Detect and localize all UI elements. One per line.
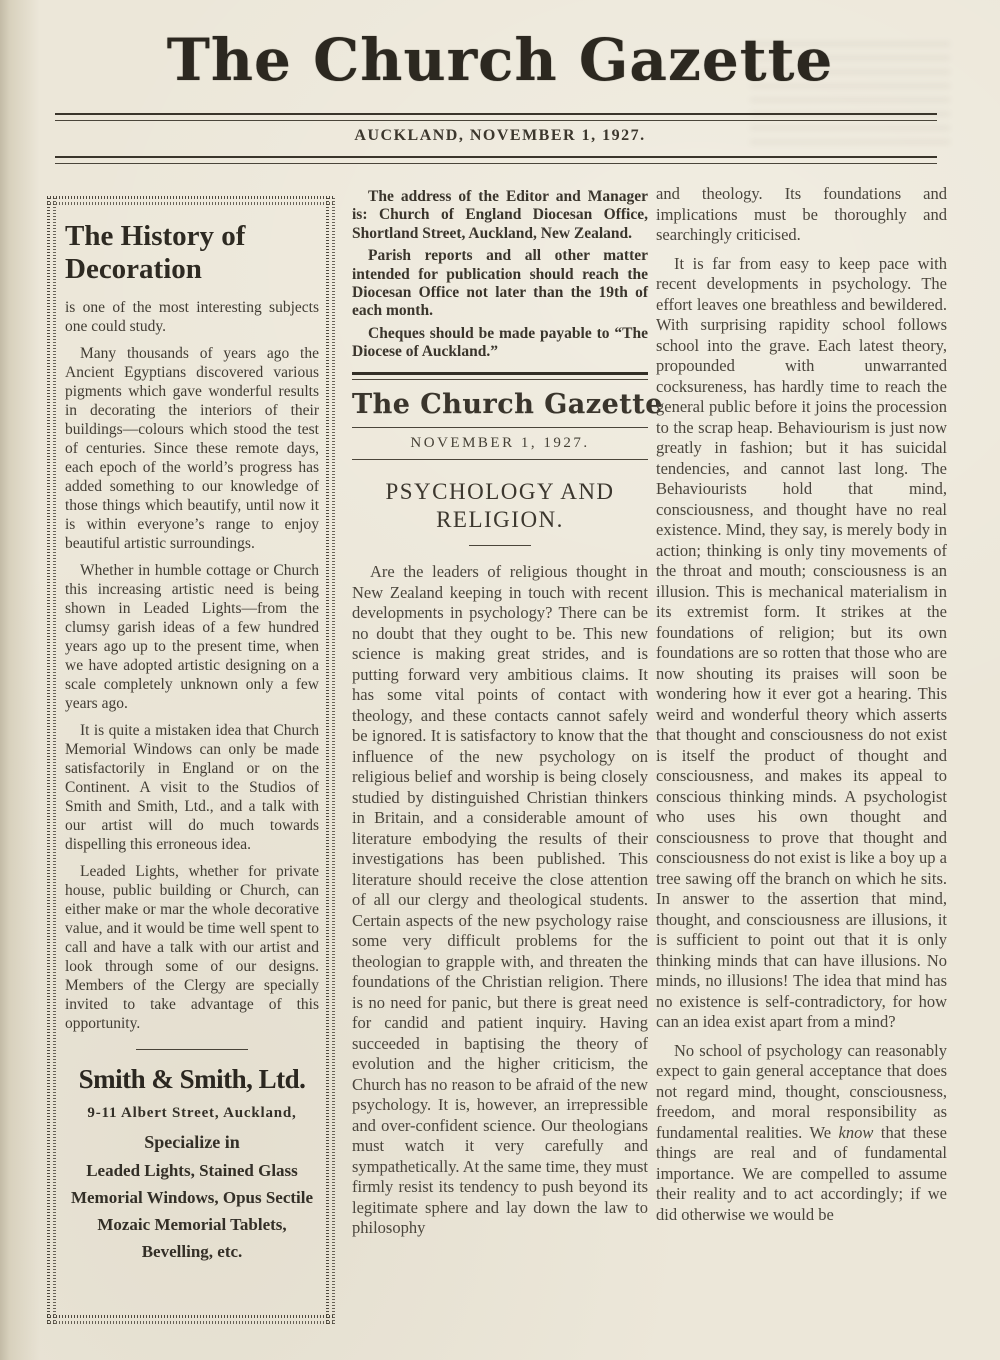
right-column <box>656 184 947 1233</box>
masthead-rule-bottom <box>55 156 937 164</box>
section-rule-thin-2 <box>352 459 648 460</box>
article-body-right <box>656 184 947 1225</box>
ad-company-address: 9-11 Albert Street, Auckland, <box>87 1105 297 1122</box>
masthead-rule-top <box>55 113 937 121</box>
ad-specialize-line: Specialize in <box>144 1132 240 1153</box>
ad-intro: is one of the most interesting subjects one could study. <box>65 299 319 336</box>
section-masthead: The Church Gazette <box>352 388 663 420</box>
ad-border-bottom <box>47 1315 335 1324</box>
section-rule-thin-1 <box>352 427 648 428</box>
ad-company-name: Smith & Smith, Ltd. <box>78 1064 306 1095</box>
article-paragraph <box>656 1041 947 1226</box>
notice-cheques: Cheques should be made payable to “The Diocese of Auckland.” <box>352 324 648 361</box>
article-body-middle <box>352 562 648 1239</box>
emphasized-word: know <box>838 1122 874 1142</box>
masthead-title: The Church Gazette <box>166 26 834 94</box>
page-gutter-shadow <box>0 0 40 1360</box>
ad-paragraph: Leaded Lights, whether for private house, public building or Church, can either make or mar the whole decorative value, and it would be time well spent to call and have a talk with our artist and look through some of our designs. Members of the Clergy are specially invited to take advantage of this opportunity. <box>65 863 319 1033</box>
masthead-dateline: AUCKLAND, NOVEMBER 1, 1927. <box>354 127 646 144</box>
paragraph-text: that these things are real and of fundamental importance. We are compelled to assume their reality and to act accordingly; if we did otherwise we would be <box>656 1122 947 1224</box>
section-date: NOVEMBER 1, 1927. <box>410 434 590 451</box>
ad-paragraph: It is quite a mistaken idea that Church Memorial Windows can only be made satisfactorily in England or on the Continent. A visit to the Studios of Smith and Smith, Ltd., and a talk with our artist will do much towards dispelling this erroneous idea. <box>65 722 319 854</box>
ad-content <box>65 216 319 1310</box>
ad-border-left <box>47 196 56 1324</box>
ad-services-list: Leaded Lights, Stained Glass Memorial Windows, Opus Sectile Mozaic Memorial Tablets, Bevelling, etc. <box>70 1161 314 1262</box>
article-paragraph: It is far from easy to keep pace with recent developments in psychology. The effort leaves one breathless and bewildered. With surprising rapidity school follows school into the grave. Each latest theory, propounded with unwarranted cocksureness, has hardly time to reach the general public before it joins the procession to the scrap heap. Behaviourism is just now greatly in fashion; but it has suicidal tendencies, and cannot last long. The Behaviourists hold that mind, consciousness, and thought have no real existence. Mind, they say, is merely body in action; thinking is only tiny movements of the throat and mouth; consciousness is an illusion. This is mechanical materialism in its extremist form. It strikes at the foundations of religion; but its own foundations are so rotten that those who are now shouting its praises will soon be wondering how it ever got a hearing. This weird and wonderful theory which asserts that thought and consciousness do not exist is itself the product of thought and consciousness, and makes its appeal to conscious thinking minds. A psychologist who uses his own thought and consciousness to prove that thought and consciousness do not exist is like a boy up a tree sawing off the branch on which he sits. In answer to the assertion that mind, thought, and consciousness are illusions, it is sufficient to point out that it is only thinking minds that can have illusions. No minds, no illusions! The idea that mind has no existence is self-contradictory, for how can an idea exist apart from a mind? <box>656 253 948 1031</box>
advertisement-smith-and-smith <box>47 196 335 1324</box>
ad-divider-rule <box>136 1049 248 1050</box>
ad-title: The History of Decoration <box>65 220 246 286</box>
article-paragraph: Are the leaders of religious thought in New Zealand keeping in touch with recent developments in psychology? There can be no doubt that they ought to be. This new science is making great strides, and is putting forward very ambitious claims. It has some vital points of contact with theology, and these contacts cannot safely be ignored. It is satisfactory to know that the influence of the new psychology on religious belief and worship is being closely studied by distinguished Christian thinkers in Britain, and a considerable amount of literature embodying the results of their investigations has been published. This literature should receive the close attention of all our clergy and theological students. Certain aspects of the new psychology raise some very difficult problems for the theologian to grapple with, and threaten the foundations of the Christian religion. There is no need for panic, but there is great need for candid and patient inquiry. Having succeeded in baptising the theory of evolution and the higher criticism, the Church has no reason to be afraid of the new psychology. It is, however, an irrepressible and over-confident science. Our theologians must watch it very carefully and sympathetically. At the same time, they must firmly resist its tendency to push beyond its legitimate sphere and lay down the law to philosophy <box>352 562 648 1238</box>
ad-paragraph: Many thousands of years ago the Ancient Egyptians discovered various pigments which gave wonderful results in decorating the interiors of their buildings—colours which stood the test of centuries. Since these remote days, each epoch of the world’s progress has added something to our knowledge of those things which beautify, until now it is within everyone’s range to enjoy beautiful artistic surroundings. <box>65 345 319 553</box>
editorial-notices <box>352 188 648 362</box>
ad-border-top <box>47 196 335 205</box>
notice-parish-reports: Parish reports and all other matter intended for publication should reach the Diocesan Office not later than the 19th of each month. <box>352 247 648 320</box>
article-title: PSYCHOLOGY AND RELIGION. <box>385 478 615 533</box>
article-title-rule <box>469 545 531 546</box>
section-rule-thick <box>352 372 648 380</box>
ad-paragraph: Whether in humble cottage or Church this increasing artistic need is being shown in Leaded Lights—from the clumsy garish ideas of a few hundred years ago up to the present time, when we have adopted artistic designing on a scale completely unknown only a few years ago. <box>65 562 319 713</box>
middle-column <box>352 188 663 1247</box>
notice-editor-address: The address of the Editor and Manager is: Church of England Diocesan Office, Shortland Street, Auckland, New Zealand. <box>352 188 648 242</box>
paragraph-text: No school of psychology can reasonably expect to gain general acceptance that does not regard mind, thought, consciousness, freedom, and moral responsibility as fundamental realities. We <box>656 1040 947 1142</box>
ad-border-right <box>326 196 335 1324</box>
article-paragraph-continuation: and theology. Its foundations and implications must be thoroughly and searchingly criticised. <box>656 184 947 244</box>
